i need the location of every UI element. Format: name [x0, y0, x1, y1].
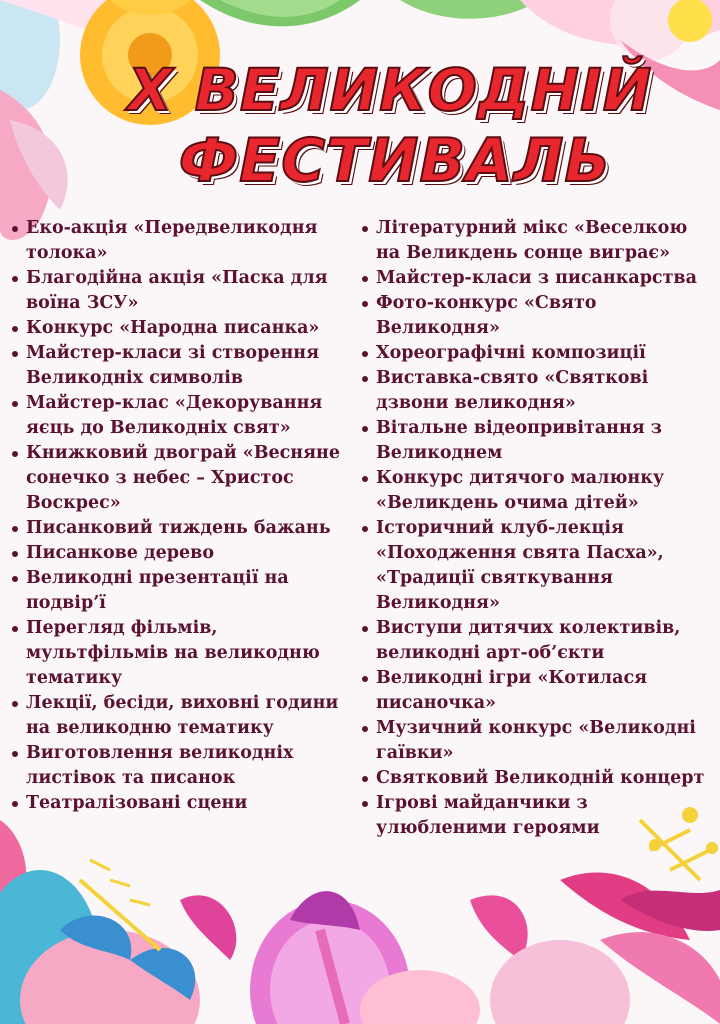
list-item: Театралізовані сцени [10, 791, 340, 816]
list-item: Літературний мікс «Веселкою на Великдень сонце виграє» [360, 216, 716, 266]
list-item: Книжковий двограй «Весняне сонечко з небес – Христос Воскрес» [10, 441, 340, 516]
list-item: Виставка-свято «Святкові дзвони великодня» [360, 366, 716, 416]
list-item: Вітальне відеопривітання з Великоднем [360, 416, 716, 466]
list-item: Перегляд фільмів, мультфільмів на великодню тематику [10, 616, 340, 691]
list-item: Виступи дитячих колективів, великодні арт-об’єкти [360, 616, 716, 666]
list-item: Майстер-класи зі створення Великодніх символів [10, 341, 340, 391]
list-item: Майстер-класи з писанкарства [360, 266, 716, 291]
list-item: Виготовлення великодніх листівок та писанок [10, 741, 340, 791]
festival-title-line-2: ФЕСТИВАЛЬ [178, 126, 612, 196]
festival-title-line-1: X ВЕЛИКОДНІЙ [127, 56, 653, 124]
events-list-right [360, 216, 716, 841]
list-item: Писанкове дерево [10, 541, 340, 566]
list-item: Хореографічні композиції [360, 341, 716, 366]
list-item: Еко-акція «Передвеликодня толока» [10, 216, 340, 266]
list-item: Ігрові майданчики з улюбленими героями [360, 791, 716, 841]
list-item: Великодні презентації на подвір’ї [10, 566, 340, 616]
events-list-left [10, 216, 340, 816]
list-item: Історичний клуб-лекція «Походження свята Пасха», «Традиції святкування Великодня» [360, 516, 716, 616]
list-item: Фото-конкурс «Свято Великодня» [360, 291, 716, 341]
list-item: Писанковий тиждень бажань [10, 516, 340, 541]
list-item: Святковий Великодній концерт [360, 766, 716, 791]
list-item: Конкурс «Народна писанка» [10, 316, 340, 341]
list-item: Музичний конкурс «Великодні гаївки» [360, 716, 716, 766]
list-item: Лекції, бесіди, виховні години на великодню тематику [10, 691, 340, 741]
list-item: Конкурс дитячого малюнку «Великдень очима дітей» [360, 466, 716, 516]
list-item: Благодійна акція «Паска для воїна ЗСУ» [10, 266, 340, 316]
list-item: Великодні ігри «Котилася писаночка» [360, 666, 716, 716]
list-item: Майстер-клас «Декорування яєць до Великодніх свят» [10, 391, 340, 441]
